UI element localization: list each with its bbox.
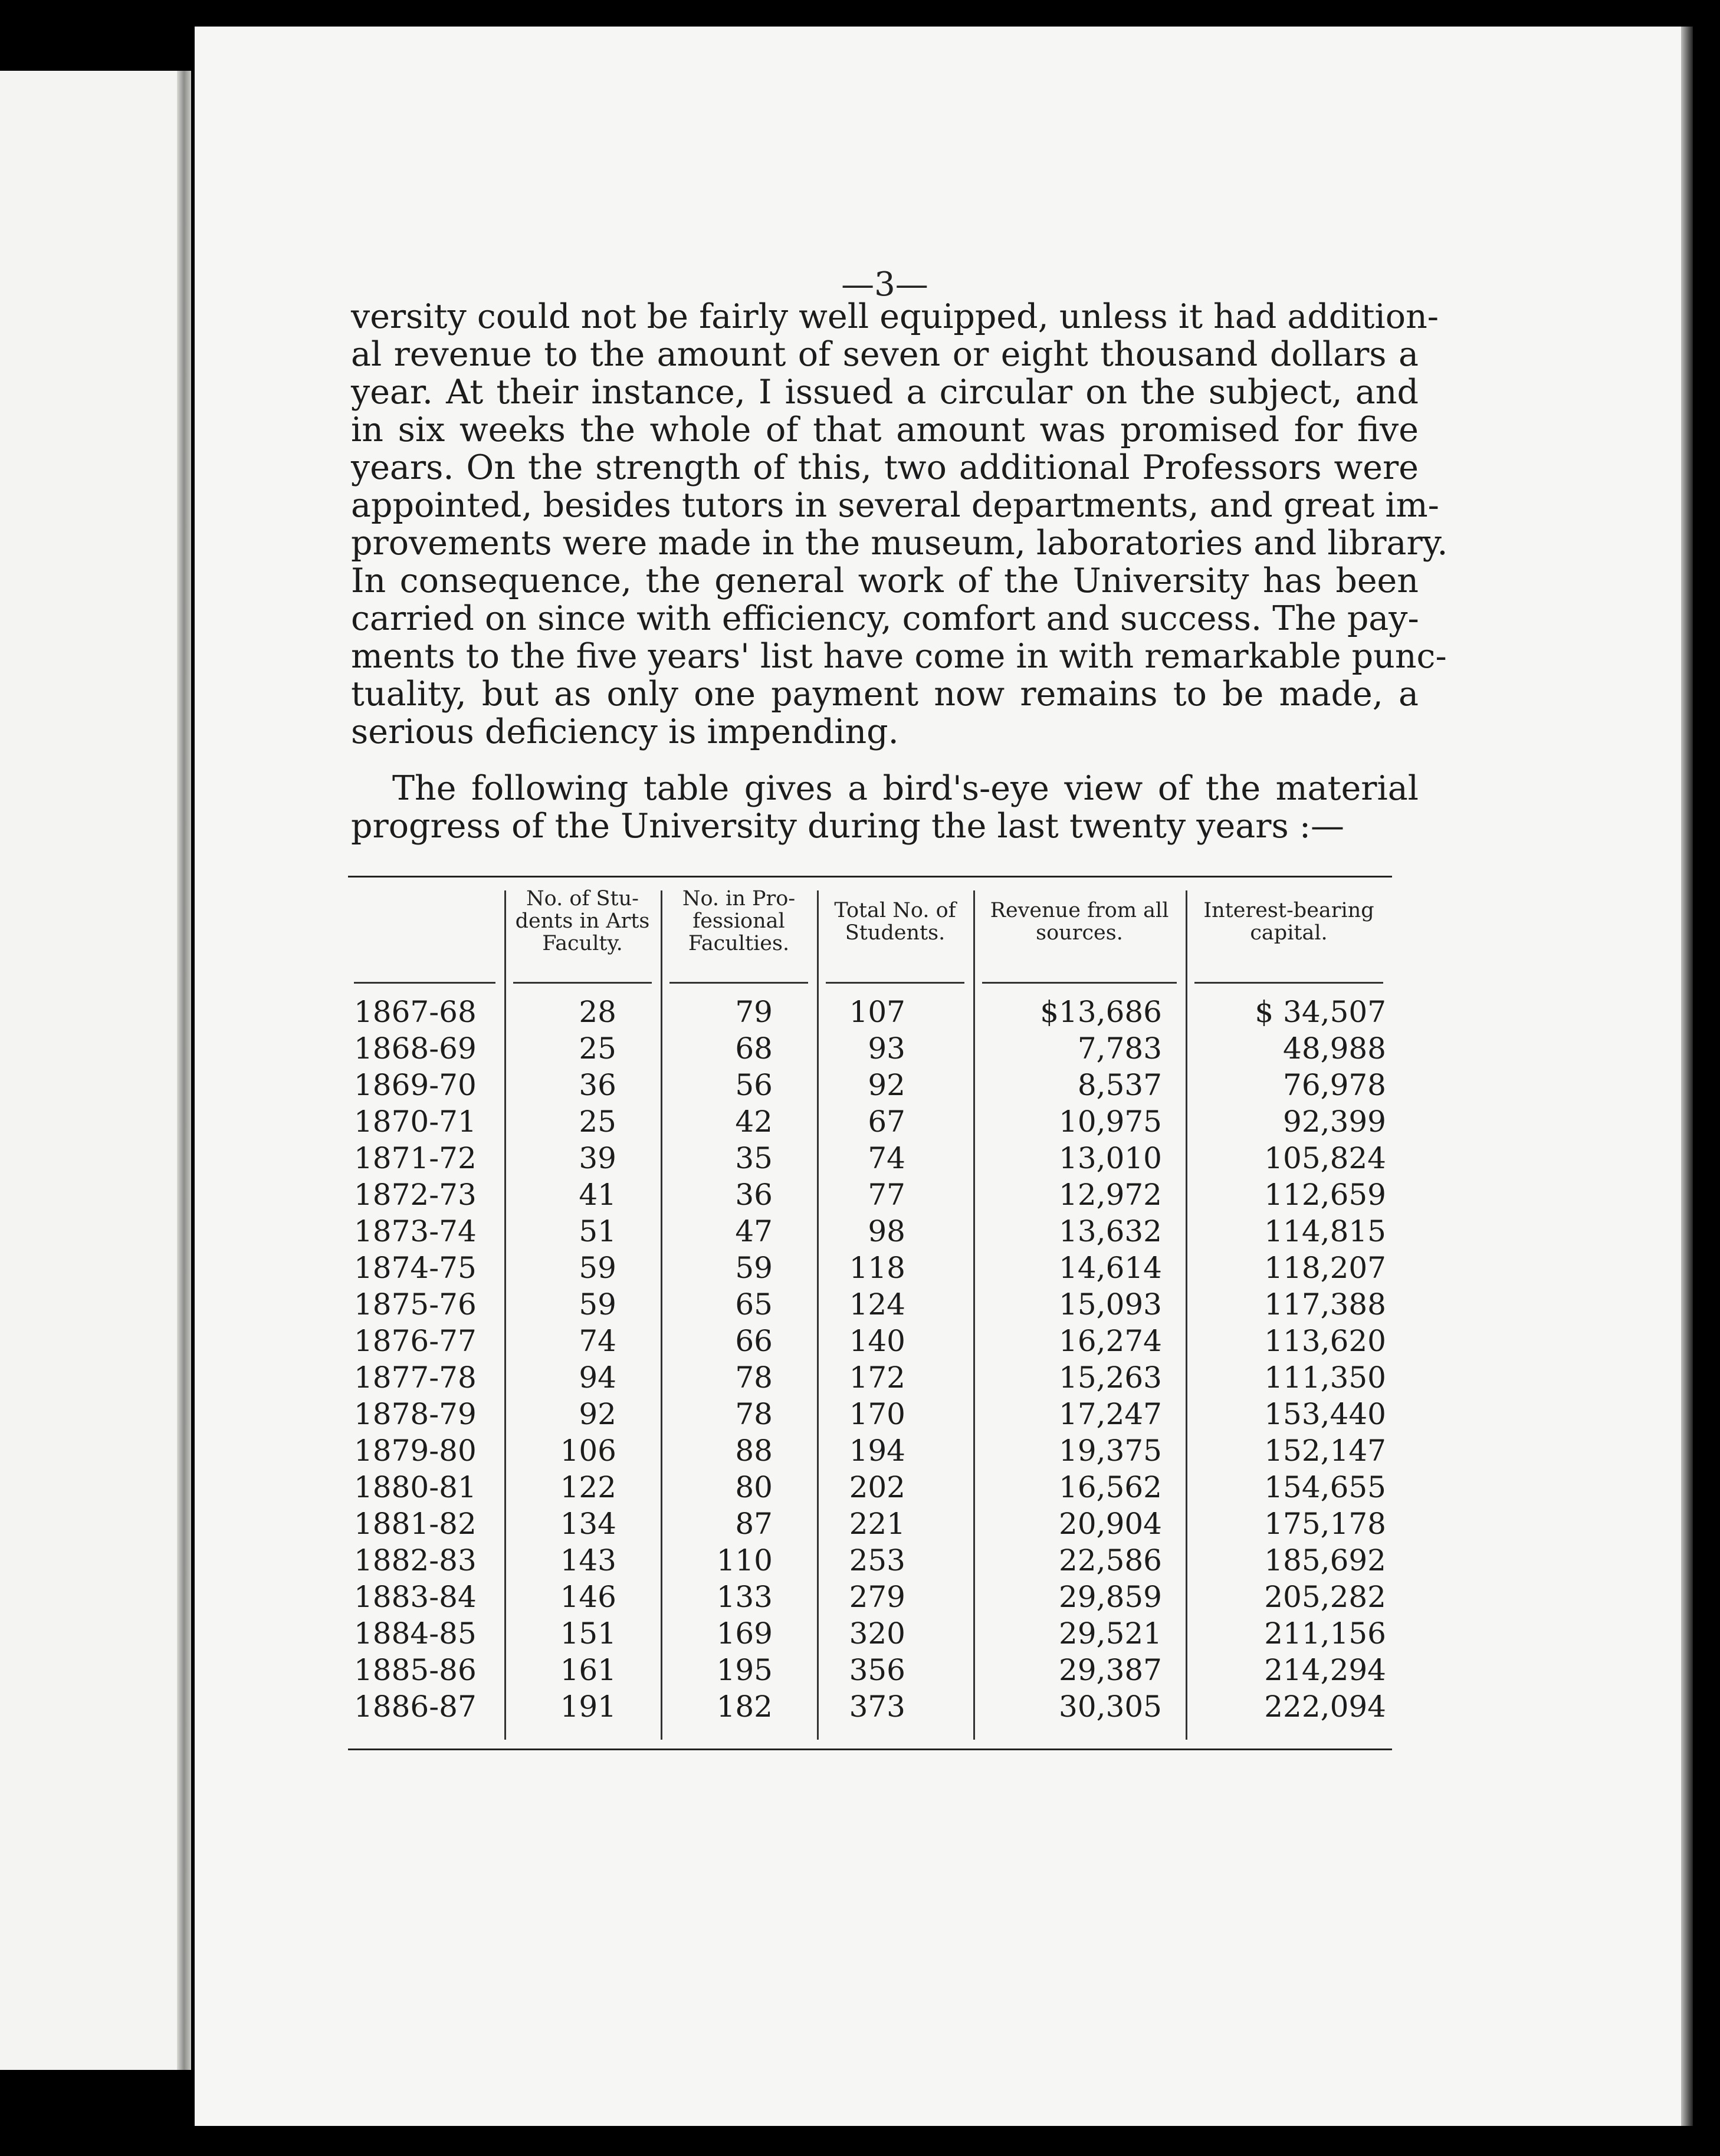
body-paragraph xyxy=(351,297,1448,751)
professional-cell: 87 xyxy=(735,1507,773,1541)
professional-cell: 78 xyxy=(735,1397,773,1431)
capital-cell: $ 34,507 xyxy=(1255,995,1386,1029)
year-cell: 1868-69 xyxy=(354,1031,477,1066)
professional-cell: 66 xyxy=(735,1324,773,1358)
total-students-cell: 124 xyxy=(849,1287,905,1322)
arts-students-cell: 143 xyxy=(560,1543,616,1577)
professional-cell: 79 xyxy=(735,995,773,1029)
arts-students-cell: 92 xyxy=(579,1397,616,1431)
text-line: carried on since with efficiency, comfort and success. The pay- xyxy=(351,599,1419,638)
revenue-cell: 10,975 xyxy=(1059,1105,1162,1139)
year-cell: 1867-68 xyxy=(354,995,477,1029)
revenue-cell: 8,537 xyxy=(1077,1068,1162,1102)
header-underline xyxy=(669,982,808,984)
professional-cell: 133 xyxy=(716,1580,773,1614)
professional-cell: 35 xyxy=(735,1141,773,1175)
capital-cell: 112,659 xyxy=(1264,1178,1386,1212)
year-cell: 1870-71 xyxy=(354,1105,477,1139)
text-line: tuality, but as only one payment now remains to be made, a xyxy=(351,675,1419,714)
revenue-cell: 29,387 xyxy=(1059,1653,1162,1687)
year-cell: 1879-80 xyxy=(354,1434,477,1468)
arts-students-header: No. of Stu- dents in Arts Faculty. xyxy=(515,887,650,955)
capital-cell: 117,388 xyxy=(1264,1287,1386,1322)
year-cell: 1874-75 xyxy=(354,1251,477,1285)
capital-cell: 153,440 xyxy=(1264,1397,1386,1431)
professional-header: No. in Pro- fessional Faculties. xyxy=(682,887,796,955)
total-students-cell: 93 xyxy=(868,1031,905,1066)
year-cell: 1885-86 xyxy=(354,1653,477,1687)
year-cell: 1871-72 xyxy=(354,1141,477,1175)
year-cell: 1880-81 xyxy=(354,1470,477,1504)
total-students-cell: 140 xyxy=(849,1324,905,1358)
text-line: progress of the University during the last twenty years :— xyxy=(351,807,1345,846)
table-column xyxy=(787,994,905,1725)
capital-cell: 205,282 xyxy=(1264,1580,1386,1614)
arts-students-cell: 122 xyxy=(560,1470,616,1504)
year-cell: 1873-74 xyxy=(354,1214,477,1248)
year-cell: 1875-76 xyxy=(354,1287,477,1322)
total-students-cell: 194 xyxy=(849,1434,905,1468)
capital-cell: 105,824 xyxy=(1264,1141,1386,1175)
capital-cell: 113,620 xyxy=(1264,1324,1386,1358)
page-number: —3— xyxy=(841,265,928,304)
capital-cell: 118,207 xyxy=(1264,1251,1386,1285)
revenue-cell: 20,904 xyxy=(1059,1507,1162,1541)
total-students-cell: 221 xyxy=(849,1507,905,1541)
header-underline xyxy=(354,982,495,984)
revenue-cell: 16,562 xyxy=(1059,1470,1162,1504)
professional-cell: 36 xyxy=(735,1178,773,1212)
book-gutter xyxy=(177,71,191,2070)
total-students-cell: 373 xyxy=(849,1690,905,1724)
professional-cell: 42 xyxy=(735,1105,773,1139)
revenue-cell: 14,614 xyxy=(1059,1251,1162,1285)
year-cell: 1882-83 xyxy=(354,1543,477,1577)
professional-cell: 110 xyxy=(716,1543,773,1577)
table-top-rule xyxy=(348,876,1392,877)
year-cell: 1883-84 xyxy=(354,1580,477,1614)
revenue-cell: 17,247 xyxy=(1059,1397,1162,1431)
table-column xyxy=(655,994,773,1725)
arts-students-cell: 74 xyxy=(579,1324,616,1358)
revenue-cell: 19,375 xyxy=(1059,1434,1162,1468)
professional-cell: 88 xyxy=(735,1434,773,1468)
arts-students-cell: 134 xyxy=(560,1507,616,1541)
revenue-cell: 13,010 xyxy=(1059,1141,1162,1175)
year-cell: 1869-70 xyxy=(354,1068,477,1102)
arts-students-cell: 28 xyxy=(579,995,616,1029)
professional-cell: 65 xyxy=(735,1287,773,1322)
total-students-cell: 172 xyxy=(849,1360,905,1395)
header-underline xyxy=(982,982,1177,984)
total-students-cell: 92 xyxy=(868,1068,905,1102)
capital-cell: 211,156 xyxy=(1264,1616,1386,1651)
total-students-cell: 320 xyxy=(849,1616,905,1651)
year-cell: 1881-82 xyxy=(354,1507,477,1541)
capital-cell: 214,294 xyxy=(1264,1653,1386,1687)
table-column xyxy=(354,994,498,1725)
revenue-cell: 30,305 xyxy=(1059,1690,1162,1724)
total-students-cell: 202 xyxy=(849,1470,905,1504)
page-shadow xyxy=(1681,27,1693,2126)
capital-cell: 154,655 xyxy=(1264,1470,1386,1504)
professional-cell: 47 xyxy=(735,1214,773,1248)
revenue-cell: 29,859 xyxy=(1059,1580,1162,1614)
capital-cell: 48,988 xyxy=(1283,1031,1386,1066)
revenue-cell: 15,093 xyxy=(1059,1287,1162,1322)
revenue-cell: 16,274 xyxy=(1059,1324,1162,1358)
total-students-cell: 118 xyxy=(849,1251,905,1285)
arts-students-cell: 51 xyxy=(579,1214,616,1248)
year-cell: 1872-73 xyxy=(354,1178,477,1212)
capital-cell: 222,094 xyxy=(1264,1690,1386,1724)
arts-students-cell: 94 xyxy=(579,1360,616,1395)
year-cell: 1877-78 xyxy=(354,1360,477,1395)
total-students-cell: 74 xyxy=(868,1141,905,1175)
table-column xyxy=(498,994,616,1725)
table-column xyxy=(1191,994,1386,1725)
text-line: In consequence, the general work of the University has been xyxy=(351,561,1419,600)
arts-students-cell: 25 xyxy=(579,1031,616,1066)
text-line: ments to the five years' list have come in with remarkable punc- xyxy=(351,637,1447,676)
total-students-cell: 279 xyxy=(849,1580,905,1614)
revenue-cell: 7,783 xyxy=(1077,1031,1162,1066)
revenue-cell: 15,263 xyxy=(1059,1360,1162,1395)
arts-students-cell: 161 xyxy=(560,1653,616,1687)
arts-students-cell: 59 xyxy=(579,1287,616,1322)
revenue-header: Revenue from all sources. xyxy=(990,899,1169,945)
professional-cell: 80 xyxy=(735,1470,773,1504)
total-students-header: Total No. of Students. xyxy=(834,899,956,945)
revenue-cell: 22,586 xyxy=(1059,1543,1162,1577)
year-cell: 1876-77 xyxy=(354,1324,477,1358)
header-underline xyxy=(513,982,652,984)
table-intro-paragraph xyxy=(351,770,1419,845)
left-page-edge xyxy=(0,71,186,2070)
professional-cell: 78 xyxy=(735,1360,773,1395)
text-line: appointed, besides tutors in several departments, and great im- xyxy=(351,486,1439,525)
text-line: versity could not be fairly well equipped, unless it had addition- xyxy=(351,297,1439,336)
text-line: years. On the strength of this, two additional Professors were xyxy=(351,448,1419,487)
text-line: al revenue to the amount of seven or eight thousand dollars a xyxy=(351,335,1419,374)
total-students-cell: 253 xyxy=(849,1543,905,1577)
header-underline xyxy=(826,982,964,984)
total-students-cell: 356 xyxy=(849,1653,905,1687)
statistics-table xyxy=(348,876,1392,1766)
total-students-cell: 107 xyxy=(849,995,905,1029)
arts-students-cell: 151 xyxy=(560,1616,616,1651)
text-line: in six weeks the whole of that amount was promised for five xyxy=(351,410,1419,449)
arts-students-cell: 25 xyxy=(579,1105,616,1139)
text-line: The following table gives a bird's-eye view of the material xyxy=(392,769,1419,808)
professional-cell: 195 xyxy=(716,1653,773,1687)
text-line: provements were made in the museum, laboratories and library. xyxy=(351,524,1448,563)
total-students-cell: 67 xyxy=(868,1105,905,1139)
professional-cell: 169 xyxy=(716,1616,773,1651)
capital-cell: 76,978 xyxy=(1283,1068,1386,1102)
arts-students-cell: 106 xyxy=(560,1434,616,1468)
professional-cell: 68 xyxy=(735,1031,773,1066)
capital-cell: 185,692 xyxy=(1264,1543,1386,1577)
revenue-cell: 13,632 xyxy=(1059,1214,1162,1248)
table-bottom-rule xyxy=(348,1749,1392,1750)
capital-cell: 114,815 xyxy=(1264,1214,1386,1248)
total-students-cell: 77 xyxy=(868,1178,905,1212)
arts-students-cell: 146 xyxy=(560,1580,616,1614)
capital-cell: 152,147 xyxy=(1264,1434,1386,1468)
revenue-cell: $13,686 xyxy=(1040,995,1162,1029)
arts-students-cell: 36 xyxy=(579,1068,616,1102)
total-students-cell: 170 xyxy=(849,1397,905,1431)
revenue-cell: 12,972 xyxy=(1059,1178,1162,1212)
arts-students-cell: 39 xyxy=(579,1141,616,1175)
year-cell: 1886-87 xyxy=(354,1690,477,1724)
header-underline xyxy=(1194,982,1383,984)
year-cell: 1884-85 xyxy=(354,1616,477,1651)
professional-cell: 182 xyxy=(716,1690,773,1724)
capital-cell: 111,350 xyxy=(1264,1360,1386,1395)
column-divider xyxy=(1186,890,1187,1740)
arts-students-cell: 41 xyxy=(579,1178,616,1212)
year-cell: 1878-79 xyxy=(354,1397,477,1431)
total-students-cell: 98 xyxy=(868,1214,905,1248)
professional-cell: 59 xyxy=(735,1251,773,1285)
revenue-cell: 29,521 xyxy=(1059,1616,1162,1651)
capital-cell: 92,399 xyxy=(1283,1105,1386,1139)
arts-students-cell: 191 xyxy=(560,1690,616,1724)
arts-students-cell: 59 xyxy=(579,1251,616,1285)
text-line: year. At their instance, I issued a circular on the subject, and xyxy=(351,373,1419,412)
table-column xyxy=(967,994,1162,1725)
capital-cell: 175,178 xyxy=(1264,1507,1386,1541)
capital-header: Interest-bearing capital. xyxy=(1203,899,1374,945)
professional-cell: 56 xyxy=(735,1068,773,1102)
text-line: serious deficiency is impending. xyxy=(351,712,899,751)
